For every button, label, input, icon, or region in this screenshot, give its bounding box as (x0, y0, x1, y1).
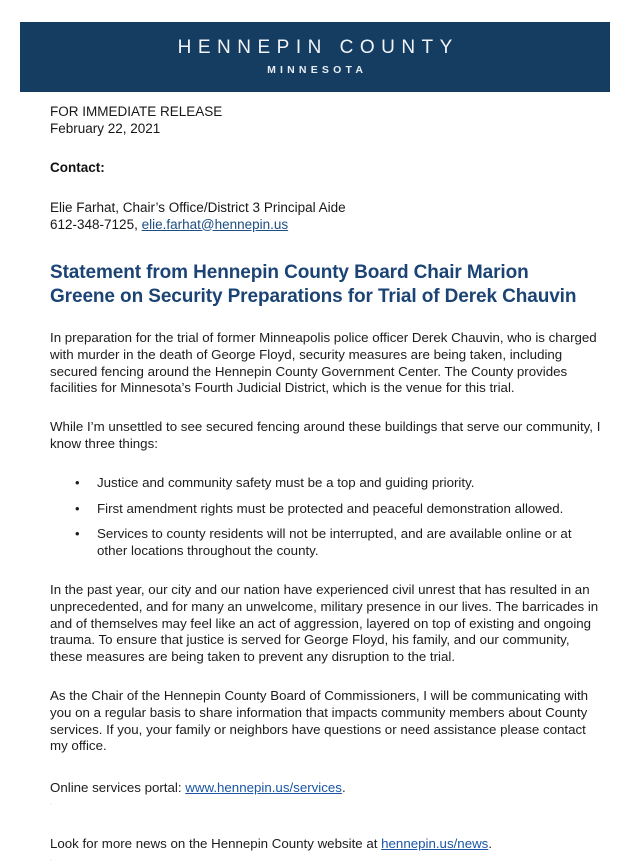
news-link[interactable]: hennepin.us/news (381, 835, 489, 851)
list-item (50, 475, 602, 492)
online-services-suffix: . (341, 780, 346, 796)
list-item (50, 501, 602, 518)
contact-email-link[interactable]: elie.farhat@hennepin.us (141, 216, 289, 232)
contact-details (50, 200, 602, 233)
online-services-prefix: Online services portal: (50, 780, 186, 796)
list-item (50, 526, 602, 560)
news-suffix: . (488, 835, 493, 851)
bullet-dot-icon: • (75, 526, 80, 542)
contact-phone-email-line (50, 217, 602, 234)
release-date: February 22, 2021 (50, 120, 161, 136)
release-notice: FOR IMMEDIATE RELEASE (50, 104, 223, 119)
online-services-link[interactable]: www.hennepin.us/services (185, 780, 342, 796)
online-services-line (50, 780, 602, 797)
paragraph-chair-commitment: As the Chair of the Hennepin County Board of Commissioners, I will be communicating with you on a regular basis to share information that impacts community members about County services. If you, your family or neighbors have questions or need assistance please contact my office. (50, 687, 589, 754)
page-title: Statement from Hennepin County Board Chair Marion Greene on Security Preparations for Trial of Derek Chauvin (50, 262, 577, 307)
news-prefix: Look for more news on the Hennepin County website at (50, 835, 382, 851)
three-things-list (50, 475, 602, 560)
list-item-label: Services to county residents will not be interrupted, and are available online or at other locations throughout the county. (97, 526, 572, 559)
contact-label: Contact: (50, 160, 105, 175)
bullet-dot-icon: • (75, 474, 80, 490)
contact-phone: 612-348-7125, (50, 216, 142, 232)
news-line (50, 836, 602, 853)
release-header (50, 104, 602, 137)
anchor-artifact-mark: · (50, 856, 53, 864)
banner-subtitle: MINNESOTA (267, 63, 368, 76)
paragraph-three-things-intro: While I’m unsettled to see secured fencing around these buildings that serve our community, I know three things: (50, 419, 601, 451)
hennepin-county-logo-banner (20, 22, 610, 92)
paragraph-preparation: In preparation for the trial of former Minneapolis police officer Derek Chauvin, who is charged with murder in the death of George Floyd, security measures are being taken, including secured fencing around the Hennepin County Government Center. The County provides facilities for Minnesota’s Fourth Judicial District, which is the venue for this trial. (50, 330, 597, 396)
paragraph-civil-unrest: In the past year, our city and our nation have experienced civil unrest that has resulted in an unprecedented, and for many an unwelcome, military presence in our lives. The barricades in and of themselves may feel like an act of aggression, layered on top of existing and ongoing trauma. To ensure that justice is served for George Floyd, his family, and our community, these measures are being taken to prevent any disruption to the trial. (50, 581, 599, 665)
banner-title: HENNEPIN COUNTY (177, 37, 459, 59)
document-body (50, 104, 602, 867)
contact-name-title: Elie Farhat, Chair’s Office/District 3 Principal Aide (50, 200, 346, 215)
list-item-label: First amendment rights must be protected and peaceful demonstration allowed. (97, 500, 564, 516)
anchor-artifact-mark: · (50, 800, 53, 808)
bullet-dot-icon: • (75, 500, 80, 516)
list-item-label: Justice and community safety must be a top and guiding priority. (97, 474, 475, 490)
